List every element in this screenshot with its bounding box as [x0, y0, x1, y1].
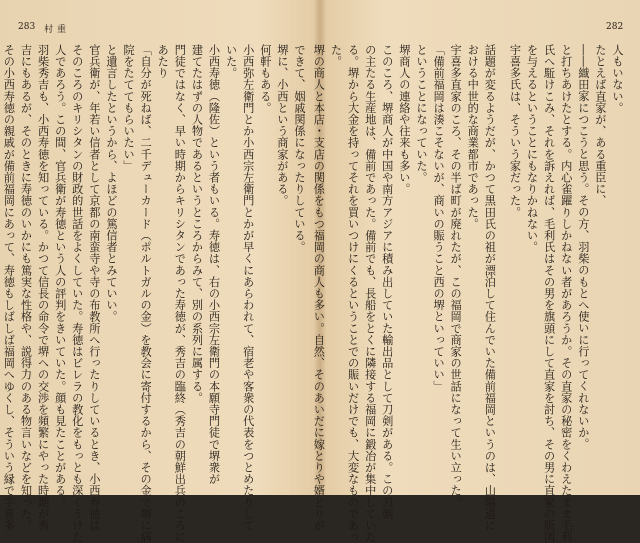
text-line: 堺の商人と本店・支店の関係をもつ福岡の商人も多い。自然、そのあいだに嫁とりや婿とりが	[310, 44, 327, 464]
right-page	[322, 0, 640, 495]
right-page-text	[334, 44, 626, 464]
text-line: 羽柴秀吉も、小西寿徳を知っている。かつて信長の命令で堺への交渉を頻繁にやった時期が秀	[35, 44, 52, 464]
text-line: 話題が変るようだが、かつて黒田氏の祖が漂泊して住んでいた備前福岡というのは、山陽道に	[481, 44, 498, 464]
text-line: できて、姻戚関係になったりしている。	[291, 44, 308, 464]
section-break	[498, 44, 506, 464]
text-line: る。堺から大金を持ってそれを買いつけにくるということでの賑いだけでも、大変なものであっ	[345, 44, 362, 464]
text-line: そのころのキリシタンの財政的世話をよくしていた。寿徳はビレラの教化をもっとも深くうけた	[69, 44, 86, 464]
left-page-text	[22, 44, 308, 464]
text-line: あたり	[154, 44, 171, 464]
text-line: 人であろう。この間、官兵衛が寿徳という人の評判をきいていた。顔も見たことがある。	[52, 44, 69, 464]
text-line: このころ、堺商人が中国や南方アジアに積み出していた輸出品として刀剣がある。この刀剣	[379, 44, 396, 464]
text-line: と遺言したというから、よほどの篤信者とみていい。	[103, 44, 120, 464]
text-line: と打ちあけたとする。内心雀躍りしかねない者があろうか。その直家の秘密をくわえたまま毛利	[558, 44, 575, 464]
left-page-number: 283	[18, 22, 35, 32]
text-line: ということになっていた。	[413, 44, 430, 464]
text-line: 宇喜多直家のころ、その半ば町が廃れたが、この福岡で商家の世話になって生い立った。	[447, 44, 464, 464]
text-line: を与えるということにもなりかねない。	[523, 44, 540, 464]
left-page	[0, 0, 318, 495]
text-line: 小西弥左衛門とか小西宗左衛門とかが早くにあらわれて、宿老や客衆の代表をつとめたりして	[240, 44, 257, 464]
text-line: ――織田家につこうと思う。その方、羽柴のもとへ使いに行ってくれないか。	[575, 44, 592, 464]
text-line: 人もいない。	[609, 44, 626, 464]
text-line: 院をたててもらいたい」	[120, 44, 137, 464]
text-line: 「自分が死ねば、二千デューカード（ポルトガルの金）を教会に寄付するから、その金で堺に病	[137, 44, 154, 464]
text-line: 堺に、小西という商家がある。	[274, 44, 291, 464]
text-line: 小西寿徳（隆佐）という者もいる。寿徳は、右の小西宗左衛門の本願寺門徒で堺衆が	[205, 44, 222, 464]
text-line: いた。	[223, 44, 240, 464]
text-line: その小西寿徳の親戚が備前福岡にあって、寿徳もしばしば福岡へゆくし、そういう縁で宇喜多	[0, 44, 17, 464]
right-page-number: 282	[606, 22, 623, 32]
text-line: 吉にもあるが、そのときに寿徳のいかにも篤実な性格や、説得力のある物言いなどを知った。	[17, 44, 34, 464]
text-line: 堺商人の連絡や往来も多い。	[396, 44, 413, 464]
text-line: 氏へ駈けこみ、それを訴えれば、毛利氏はその男を旗頭にして直家を討ち、その男に直家の版図	[541, 44, 558, 464]
text-line: たとえば直家が、ある重臣に、	[592, 44, 609, 464]
text-line: 建てたはずの人物であるというところからみて、別の系列に属する。	[188, 44, 205, 464]
text-line: 何軒もある。	[257, 44, 274, 464]
text-line: の主たる生産地は、備前であった。備前でも、長船をとくに隣接する福岡に鍛冶が集中していた	[362, 44, 379, 464]
text-line: 官兵衛が、年若い信者として京都の南蛮寺や寺の布教所へ行ったりしているとき、小西寿徳は	[86, 44, 103, 464]
text-line: 門徒ではなく、早い時期からキリシタンであった寿徳が、秀吉の臨終（秀吉の朝鮮出兵のころに	[171, 44, 188, 464]
text-line: おける中世的な商業都市であった。	[464, 44, 481, 464]
running-title: 村重	[44, 22, 70, 35]
text-line: 宇喜多氏は、そういう家だった。	[506, 44, 523, 464]
text-line: 「備前福岡は湊こそないが、商いの賑うこと西の堺といっていい」	[430, 44, 447, 464]
text-line: た。	[327, 44, 344, 464]
